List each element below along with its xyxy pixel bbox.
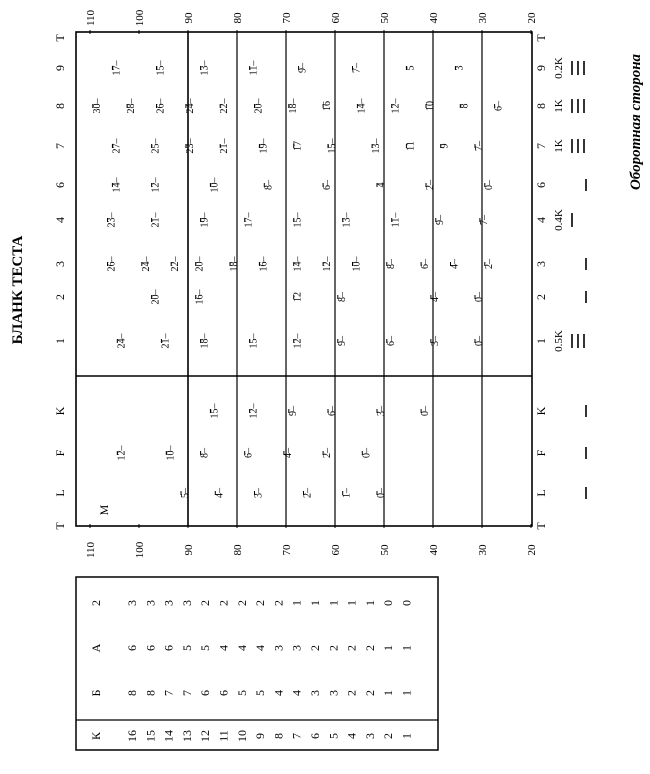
clinical-scale-label-right: 7 xyxy=(534,143,548,149)
validity-scale-label-left: K xyxy=(53,406,67,416)
y-tick-bottom-label: 50 xyxy=(379,544,391,556)
clinical-scale-label-right: 3 xyxy=(534,261,548,267)
raw-score-mark: 27– xyxy=(111,138,123,154)
y-tick-bottom-label: 30 xyxy=(477,544,489,556)
table-cell: 0 xyxy=(399,600,414,606)
raw-score-mark: 25– xyxy=(150,138,162,154)
table-cell: 4 xyxy=(216,645,231,651)
raw-score-mark: 6– xyxy=(385,336,397,346)
k-correction-label: 0.5K xyxy=(553,330,565,352)
table-row-key: 13 xyxy=(179,730,194,742)
clinical-scale-label-left: T xyxy=(53,34,67,42)
table-cell: 4 xyxy=(271,690,286,696)
table-cells xyxy=(89,600,414,742)
y-ticks-bottom xyxy=(85,524,538,558)
clinical-scale-label-left: 9 xyxy=(53,65,67,71)
table-header-cell: К xyxy=(89,731,103,741)
raw-score-mark: 17– xyxy=(243,212,255,228)
raw-score-mark: 28– xyxy=(126,98,138,114)
raw-score-mark: 18– xyxy=(229,256,240,272)
validity-scale-label-left: L xyxy=(53,489,67,497)
raw-score-mark: 3 xyxy=(454,65,466,71)
raw-score-mark: 6– xyxy=(243,448,255,458)
raw-score-mark: 9– xyxy=(336,336,348,346)
table-cell: 8 xyxy=(125,690,139,696)
raw-score-mark: 16– xyxy=(258,256,270,272)
m-label: M xyxy=(97,504,111,516)
raw-score-mark: 4 xyxy=(376,182,387,188)
clinical-scale-label-right: 6 xyxy=(534,182,548,188)
table-row-key: 2 xyxy=(381,733,396,739)
y-tick-bottom-label: 20 xyxy=(526,544,538,556)
table-cell: 3 xyxy=(125,600,139,606)
table-cell: 6 xyxy=(143,645,158,651)
y-tick-top-label: 20 xyxy=(526,12,538,24)
table-cell: 1 xyxy=(381,690,396,696)
table-cell: 1 xyxy=(326,600,341,606)
table-cell: 3 xyxy=(179,600,194,606)
raw-score-mark: 14– xyxy=(292,256,304,272)
table-cell: 3 xyxy=(326,690,341,696)
raw-score-mark: 2– xyxy=(302,488,314,498)
raw-score-mark: 14– xyxy=(111,177,123,193)
raw-score-mark: 24– xyxy=(116,333,128,349)
raw-score-mark: 21– xyxy=(150,212,162,228)
y-tick-bottom-label: 100 xyxy=(134,541,146,559)
scale-labels-left xyxy=(53,34,67,530)
y-tick-top-label: 100 xyxy=(134,9,146,27)
table-header-cell: 2 xyxy=(89,600,103,606)
raw-score-mark: 3– xyxy=(376,406,387,416)
raw-score-mark: 15– xyxy=(248,333,260,349)
raw-score-mark: 20– xyxy=(150,289,162,305)
raw-score-mark: 8– xyxy=(199,448,211,458)
raw-score-mark: 23– xyxy=(184,138,196,154)
raw-score-mark: 8– xyxy=(385,259,397,269)
table-cell: 1 xyxy=(344,600,359,606)
raw-score-mark: 20– xyxy=(253,98,265,114)
raw-score-mark: 17– xyxy=(111,60,123,76)
k-correction-label: 1K xyxy=(553,99,565,113)
clinical-scale-label-left: 7 xyxy=(53,143,67,149)
raw-score-mark: 5– xyxy=(180,488,191,498)
raw-score-mark: 12 xyxy=(292,292,304,302)
raw-score-mark: 23– xyxy=(106,212,118,228)
clinical-scale-label-right: 2 xyxy=(534,294,548,300)
form-subtitle: Оборотная сторона xyxy=(628,53,644,191)
table-cell: 3 xyxy=(308,690,322,696)
table-cell: 5 xyxy=(198,645,213,651)
raw-score-mark: 10– xyxy=(209,177,221,193)
profile-marks xyxy=(92,60,505,499)
raw-score-mark: 14– xyxy=(356,98,368,114)
raw-score-mark: 0– xyxy=(474,292,485,302)
table-cell: 0 xyxy=(381,600,396,606)
validity-scale-label-right: T xyxy=(534,522,548,530)
validity-scale-label-right: L xyxy=(534,489,548,497)
y-tick-top-label: 90 xyxy=(183,12,195,24)
raw-score-mark: 9– xyxy=(287,406,299,416)
raw-score-mark: 3– xyxy=(429,336,441,346)
y-tick-top-label: 80 xyxy=(232,12,244,24)
raw-score-mark: 0– xyxy=(474,336,485,346)
y-tick-top-label: 30 xyxy=(477,12,489,24)
clinical-scale-label-right: 1 xyxy=(534,338,548,344)
clinical-scale-label-right: 9 xyxy=(534,65,548,71)
table-cell: 2 xyxy=(198,600,213,606)
clinical-scale-label-left: 1 xyxy=(53,338,67,344)
raw-score-mark: 0– xyxy=(361,448,373,458)
raw-score-mark: 5 xyxy=(405,65,417,71)
table-row-key: 9 xyxy=(253,733,268,739)
raw-score-mark: 24– xyxy=(140,256,152,272)
table-row-key: 3 xyxy=(362,733,377,739)
table-cell: 7 xyxy=(161,690,176,696)
raw-score-mark: 6– xyxy=(322,180,334,190)
raw-score-mark: 6– xyxy=(327,406,338,416)
raw-score-mark: 11– xyxy=(390,212,402,228)
raw-score-mark: 26– xyxy=(155,98,167,114)
raw-score-mark: 2– xyxy=(322,448,334,458)
table-row-key: 15 xyxy=(143,730,158,742)
table-row-key: 12 xyxy=(198,730,213,742)
table-cell: 2 xyxy=(344,690,359,696)
raw-score-mark: 18– xyxy=(199,333,211,349)
raw-score-mark: 13– xyxy=(199,60,211,76)
y-tick-top-label: 50 xyxy=(379,12,391,24)
raw-score-mark: 6– xyxy=(420,259,432,269)
raw-score-mark: 15– xyxy=(327,138,338,154)
validity-scale-label-left: F xyxy=(53,449,67,457)
table-cell: 1 xyxy=(289,600,304,606)
table-cell: 3 xyxy=(161,600,176,606)
validity-scale-label-right: K xyxy=(534,406,548,416)
table-cell: 1 xyxy=(399,690,414,696)
y-tick-bottom-label: 60 xyxy=(330,544,342,556)
table-cell: 2 xyxy=(253,600,268,606)
table-cell: 7 xyxy=(179,690,194,696)
raw-score-mark: 20– xyxy=(194,256,206,272)
table-row-key: 4 xyxy=(344,733,359,739)
y-tick-bottom-label: 90 xyxy=(183,544,195,556)
table-cell: 2 xyxy=(362,645,377,651)
clinical-scale-label-right: T xyxy=(534,34,548,42)
table-header-cell: А xyxy=(89,643,103,653)
raw-score-mark: 9– xyxy=(297,63,309,73)
raw-score-mark: 1– xyxy=(341,488,353,498)
raw-score-mark: 19– xyxy=(258,138,270,154)
table-cell: 2 xyxy=(216,600,231,606)
raw-score-mark: 12– xyxy=(322,256,334,272)
clinical-scale-label-right: 8 xyxy=(534,103,548,109)
table-cell: 6 xyxy=(161,645,176,651)
raw-score-mark: 22– xyxy=(219,98,231,114)
raw-score-mark: 8– xyxy=(336,292,348,302)
raw-score-mark: 8– xyxy=(263,180,275,190)
profile-chart xyxy=(53,9,586,558)
table-cell: 2 xyxy=(362,690,377,696)
table-cell: 5 xyxy=(234,690,249,696)
table-cell: 6 xyxy=(216,690,231,696)
raw-score-mark: 15– xyxy=(209,403,221,419)
table-row-key: 5 xyxy=(326,733,341,739)
raw-score-mark: 4– xyxy=(282,448,294,458)
y-tick-bottom-label: 80 xyxy=(232,544,244,556)
table-cell: 4 xyxy=(234,645,249,651)
raw-score-mark: 0– xyxy=(376,488,387,498)
y-tick-top-label: 40 xyxy=(428,12,440,24)
raw-score-mark: 19– xyxy=(199,212,211,228)
raw-score-mark: 7– xyxy=(478,215,490,225)
table-cell: 3 xyxy=(289,645,304,651)
table-cell: 1 xyxy=(362,600,377,606)
y-tick-top-label: 110 xyxy=(85,9,97,27)
raw-score-mark: 10– xyxy=(165,445,177,461)
raw-score-mark: 21– xyxy=(219,138,231,154)
clinical-scale-label-left: 6 xyxy=(53,182,67,188)
raw-score-mark: 10– xyxy=(351,256,363,272)
raw-score-mark: 13– xyxy=(341,212,353,228)
raw-score-mark: 16– xyxy=(194,289,206,305)
table-row-key: 8 xyxy=(271,733,286,739)
table-cell: 3 xyxy=(143,600,158,606)
table-header-cell: Б xyxy=(89,689,103,697)
validity-scale-label-left: T xyxy=(53,522,67,530)
raw-score-mark: 4– xyxy=(429,292,441,302)
table-row-key: 6 xyxy=(308,733,322,739)
table-cell: 1 xyxy=(381,645,396,651)
table-cell: 2 xyxy=(271,600,286,606)
table-cell: 4 xyxy=(253,645,268,651)
raw-score-mark: 3– xyxy=(253,488,265,498)
raw-score-mark: 2– xyxy=(425,180,436,190)
scale-labels-right xyxy=(534,34,548,530)
raw-score-mark: 15– xyxy=(292,212,304,228)
table-cell: 2 xyxy=(326,645,341,651)
clinical-scale-label-left: 2 xyxy=(53,294,67,300)
raw-score-mark: 7– xyxy=(351,63,363,73)
raw-score-mark: 9 xyxy=(439,143,451,149)
raw-score-mark: 0– xyxy=(420,406,432,416)
raw-score-mark: 17 xyxy=(292,141,304,151)
raw-score-mark: 12– xyxy=(116,445,128,461)
raw-score-mark: 12– xyxy=(150,177,162,193)
table-row-key: 7 xyxy=(289,733,304,739)
clinical-scale-label-left: 8 xyxy=(53,103,67,109)
raw-score-mark: 12– xyxy=(292,333,304,349)
raw-score-mark: 9– xyxy=(434,215,446,225)
raw-score-mark: 21– xyxy=(160,333,172,349)
raw-score-mark: 12– xyxy=(248,403,260,419)
table-cell: 8 xyxy=(143,690,158,696)
raw-score-mark: 18– xyxy=(287,98,299,114)
table-cell: 5 xyxy=(179,645,194,651)
y-tick-bottom-label: 70 xyxy=(281,544,293,556)
raw-score-mark: 22– xyxy=(170,256,182,272)
raw-score-mark: 0– xyxy=(483,180,495,190)
raw-score-mark: 4– xyxy=(449,259,461,269)
form-title: БЛАНК ТЕСТА xyxy=(10,235,26,345)
raw-score-mark: 11– xyxy=(248,60,260,76)
raw-score-mark: 10 xyxy=(425,101,436,111)
raw-score-mark: 7– xyxy=(474,141,485,151)
validity-scale-label-right: F xyxy=(534,449,548,457)
k-correction-label: 1K xyxy=(553,139,565,153)
table-cell: 3 xyxy=(271,645,286,651)
raw-score-mark: 26– xyxy=(106,256,118,272)
table-row-key: 11 xyxy=(216,730,231,742)
table-row-key: 14 xyxy=(161,730,176,742)
raw-score-mark: 6– xyxy=(493,101,505,111)
table-cell: 6 xyxy=(198,690,213,696)
table-cell: 5 xyxy=(253,690,268,696)
conversion-table xyxy=(76,577,438,750)
raw-score-mark: 24– xyxy=(184,98,196,114)
raw-score-mark: 13– xyxy=(371,138,383,154)
raw-score-mark: 16 xyxy=(322,101,334,111)
y-tick-top-label: 60 xyxy=(330,12,342,24)
k-correction-label: 0.2K xyxy=(553,57,565,79)
table-row-key: 10 xyxy=(234,730,249,742)
raw-score-mark: 4– xyxy=(214,488,226,498)
raw-score-mark: 8 xyxy=(459,103,471,109)
raw-score-mark: 12– xyxy=(390,98,402,114)
raw-score-mark: 11 xyxy=(405,141,417,151)
y-tick-top-label: 70 xyxy=(281,12,293,24)
k-correction-label: 0.4K xyxy=(553,209,565,231)
k-correction xyxy=(553,57,586,499)
raw-score-mark: 30– xyxy=(91,98,103,114)
table-cell: 6 xyxy=(125,645,139,651)
profile-gridlines xyxy=(188,32,482,526)
y-tick-bottom-label: 110 xyxy=(85,541,97,559)
table-cell: 2 xyxy=(308,645,322,651)
table-cell: 2 xyxy=(344,645,359,651)
clinical-scale-label-left: 3 xyxy=(53,261,67,267)
raw-score-mark: 15– xyxy=(155,60,167,76)
table-row-key: 1 xyxy=(399,733,414,739)
table-cell: 4 xyxy=(289,690,304,696)
clinical-scale-label-right: 4 xyxy=(534,217,548,223)
table-cell: 2 xyxy=(234,600,249,606)
table-cell: 1 xyxy=(308,600,322,606)
y-tick-bottom-label: 40 xyxy=(428,544,440,556)
table-cell: 1 xyxy=(399,645,414,651)
clinical-scale-label-left: 4 xyxy=(53,217,67,223)
raw-score-mark: 2– xyxy=(483,259,495,269)
table-row-key: 16 xyxy=(125,730,139,742)
y-ticks-top xyxy=(85,9,538,34)
